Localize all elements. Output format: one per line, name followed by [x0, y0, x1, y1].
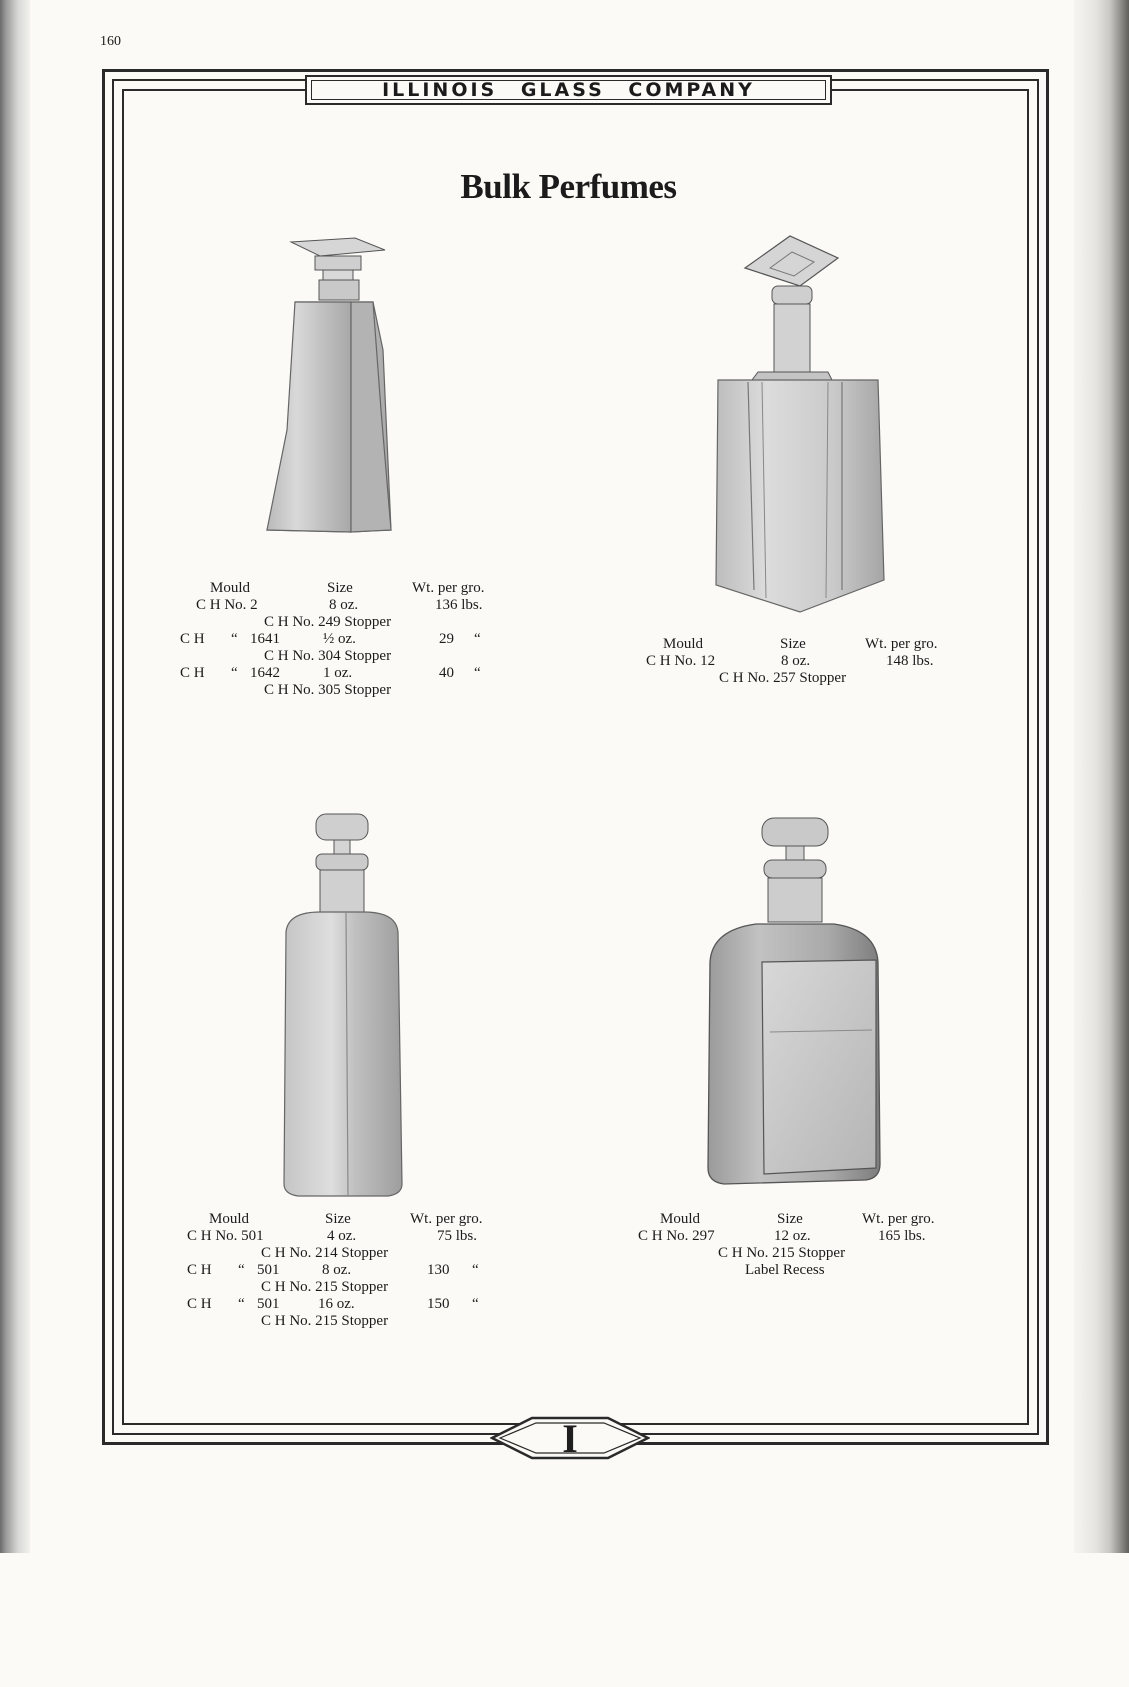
logo-letter: I [562, 1416, 578, 1461]
size-value: 4 oz. [327, 1228, 357, 1244]
column-mould: Mould [210, 580, 251, 596]
stopper-value: C H No. 214 Stopper [261, 1245, 389, 1261]
column-mould: Mould [663, 636, 704, 652]
size-value: 8 oz. [329, 597, 359, 613]
page-title: Bulk Perfumes [460, 167, 677, 206]
bottle-ch-501-illustration [268, 812, 418, 1202]
column-size: Size [325, 1211, 351, 1227]
size-value: 16 oz. [318, 1296, 355, 1312]
mould-value: C H No. 2 [196, 597, 258, 613]
mould-number: 1641 [250, 631, 280, 647]
weight-value: 136 lbs. [435, 597, 483, 613]
stopper-value: C H No. 305 Stopper [264, 682, 392, 698]
mould-prefix: C H [180, 631, 205, 647]
weight-value: 75 lbs. [437, 1228, 478, 1244]
ditto-mark: “ [472, 1262, 479, 1278]
company-name: ILLINOIS GLASS COMPANY [382, 79, 755, 101]
weight-value: 130 [427, 1262, 450, 1278]
stopper-value: C H No. 304 Stopper [264, 648, 392, 664]
column-size: Size [327, 580, 353, 596]
column-size: Size [780, 636, 806, 652]
size-value: 8 oz. [322, 1262, 352, 1278]
stopper-value: C H No. 215 Stopper [718, 1245, 846, 1261]
stopper-value: C H No. 215 Stopper [261, 1279, 389, 1295]
column-mould: Mould [660, 1211, 701, 1227]
column-size: Size [777, 1211, 803, 1227]
weight-value: 29 [439, 631, 454, 647]
column-weight: Wt. per gro. [410, 1211, 483, 1227]
mould-number: 501 [257, 1296, 280, 1312]
stopper-value: C H No. 215 Stopper [261, 1313, 389, 1329]
spec-ch-297 [0, 1211, 1129, 1281]
mould-prefix: C H [187, 1262, 212, 1278]
stopper-value: C H No. 249 Stopper [264, 614, 392, 630]
mould-prefix: C H [180, 665, 205, 681]
ditto-mark: “ [474, 665, 481, 681]
bottle-ch-2-illustration [255, 230, 455, 565]
weight-value: 165 lbs. [878, 1228, 926, 1244]
size-value: ½ oz. [323, 631, 356, 647]
page-number: 160 [100, 34, 121, 49]
label-recess-note: Label Recess [745, 1262, 825, 1278]
ditto-mark: “ [238, 1296, 245, 1312]
mould-value: C H No. 297 [638, 1228, 715, 1244]
size-value: 1 oz. [323, 665, 353, 681]
ditto-mark: “ [231, 631, 238, 647]
mould-number: 501 [257, 1262, 280, 1278]
stopper-value: C H No. 257 Stopper [719, 670, 847, 686]
column-weight: Wt. per gro. [862, 1211, 935, 1227]
bottle-ch-12-illustration [700, 230, 900, 615]
mould-value: C H No. 501 [187, 1228, 264, 1244]
mould-value: C H No. 12 [646, 653, 716, 669]
company-header [305, 75, 832, 105]
ditto-mark: “ [231, 665, 238, 681]
size-value: 8 oz. [781, 653, 811, 669]
column-weight: Wt. per gro. [865, 636, 938, 652]
spec-ch-12 [0, 636, 1129, 696]
column-weight: Wt. per gro. [412, 580, 485, 596]
size-value: 12 oz. [774, 1228, 811, 1244]
mould-prefix: C H [187, 1296, 212, 1312]
weight-value: 150 [427, 1296, 450, 1312]
company-logo-diamond [490, 1412, 650, 1464]
ditto-mark: “ [472, 1296, 479, 1312]
ditto-mark: “ [238, 1262, 245, 1278]
weight-value: 148 lbs. [886, 653, 934, 669]
column-mould: Mould [209, 1211, 250, 1227]
mould-number: 1642 [250, 665, 280, 681]
bottle-ch-297-illustration [700, 812, 890, 1204]
ditto-mark: “ [474, 631, 481, 647]
weight-value: 40 [439, 665, 454, 681]
